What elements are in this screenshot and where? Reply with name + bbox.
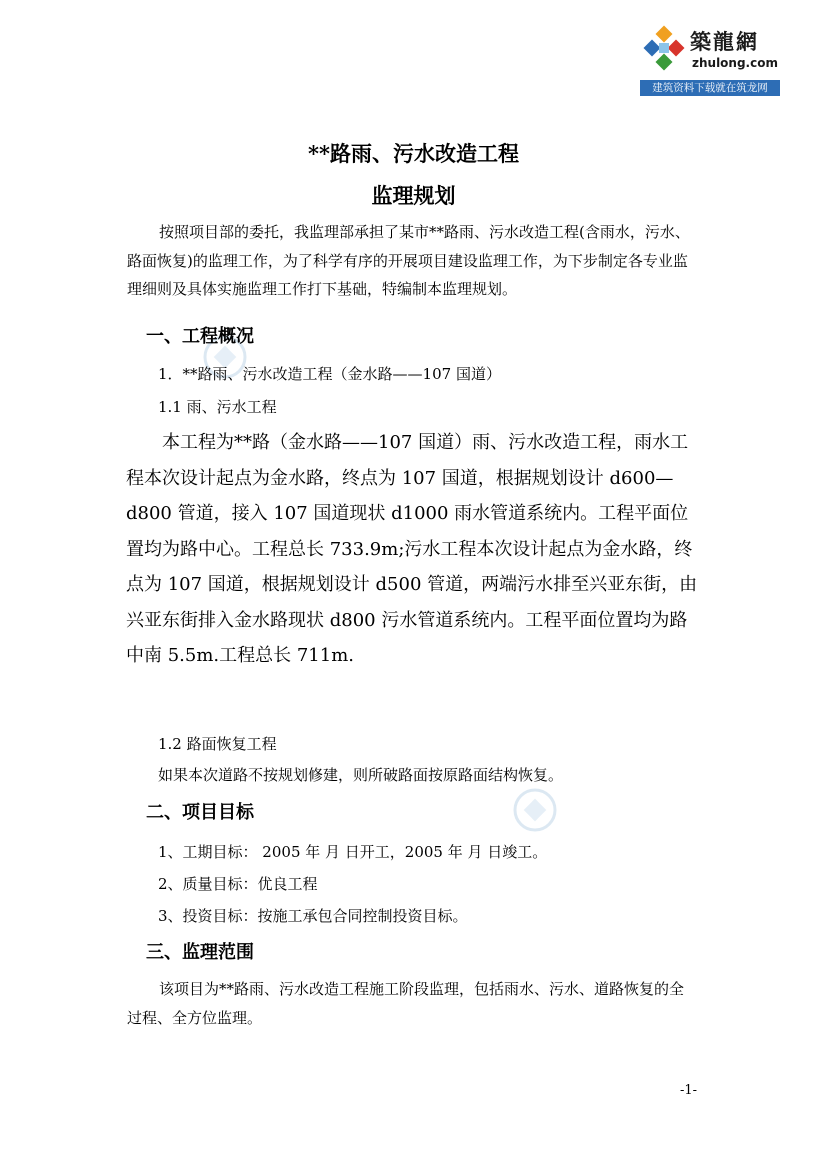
watermark-icon: [510, 785, 560, 835]
logo-top: [640, 22, 780, 78]
item-1-1: 1.1 雨、污水工程: [158, 398, 277, 416]
intro-paragraph: 按照项目部的委托，我监理部承担了某市**路雨、污水改造工程(含雨水，污水、路面恢复)的监理工作，为了科学有序的开展项目建设监理工作，为下步制定各专业监理细则及具体实施监理工作打下基础，特编制本监理规划。: [127, 223, 690, 298]
logo-mark-icon: [640, 24, 688, 76]
document-subtitle: 监理规划: [371, 183, 456, 208]
item-1-1-body: 本工程为**路（金水路——107 国道）雨、污水改造工程，雨水工程本次设计起点为金水路，终点为 107 国道，根据规划设计 d600—d800 管道，接入 107 国道现状 d1000 雨水管道系统内。工程平面位置均为路中心。工程总长 733.9m;污水工程本次设计起点为金水路，终点为 107 国道，根据规划设计 d500 管道，两端污水排至兴亚东街，由兴亚东街排入金水路现状 d800 污水管道系统内。工程平面位置均为路中南 5.5m.工程总长 711m.: [126, 432, 698, 666]
item-1-2-body: 如果本次道路不按规划修建，则所破路面按原路面结构恢复。: [158, 766, 564, 784]
logo-name: 築龍網: [690, 30, 759, 54]
section-heading-scope: 三、监理范围: [146, 942, 254, 963]
page-number: -1-: [680, 1083, 698, 1098]
item-1: 1．**路雨、污水改造工程（金水路——107 国道）: [158, 365, 501, 383]
section-heading-goals: 二、项目目标: [146, 802, 254, 823]
scope-paragraph: 该项目为**路雨、污水改造工程施工阶段监理，包括雨水、污水、道路恢复的全过程、全方位监理。: [127, 980, 685, 1027]
zhulong-logo: [640, 22, 780, 98]
logo-tagline: 建筑资料下载就在筑龙网: [640, 80, 780, 96]
logo-domain: zhulong.com: [692, 56, 778, 70]
goal-item: 1、工期目标： 2005 年 月 日开工，2005 年 月 日竣工。: [158, 843, 548, 861]
section-heading-overview: 一、工程概况: [146, 326, 254, 347]
item-1-2: 1.2 路面恢复工程: [158, 735, 277, 753]
document-title: **路雨、污水改造工程: [308, 141, 519, 166]
goal-item: 3、投资目标：按施工承包合同控制投资目标。: [158, 907, 468, 925]
goal-item: 2、质量目标：优良工程: [158, 875, 318, 893]
